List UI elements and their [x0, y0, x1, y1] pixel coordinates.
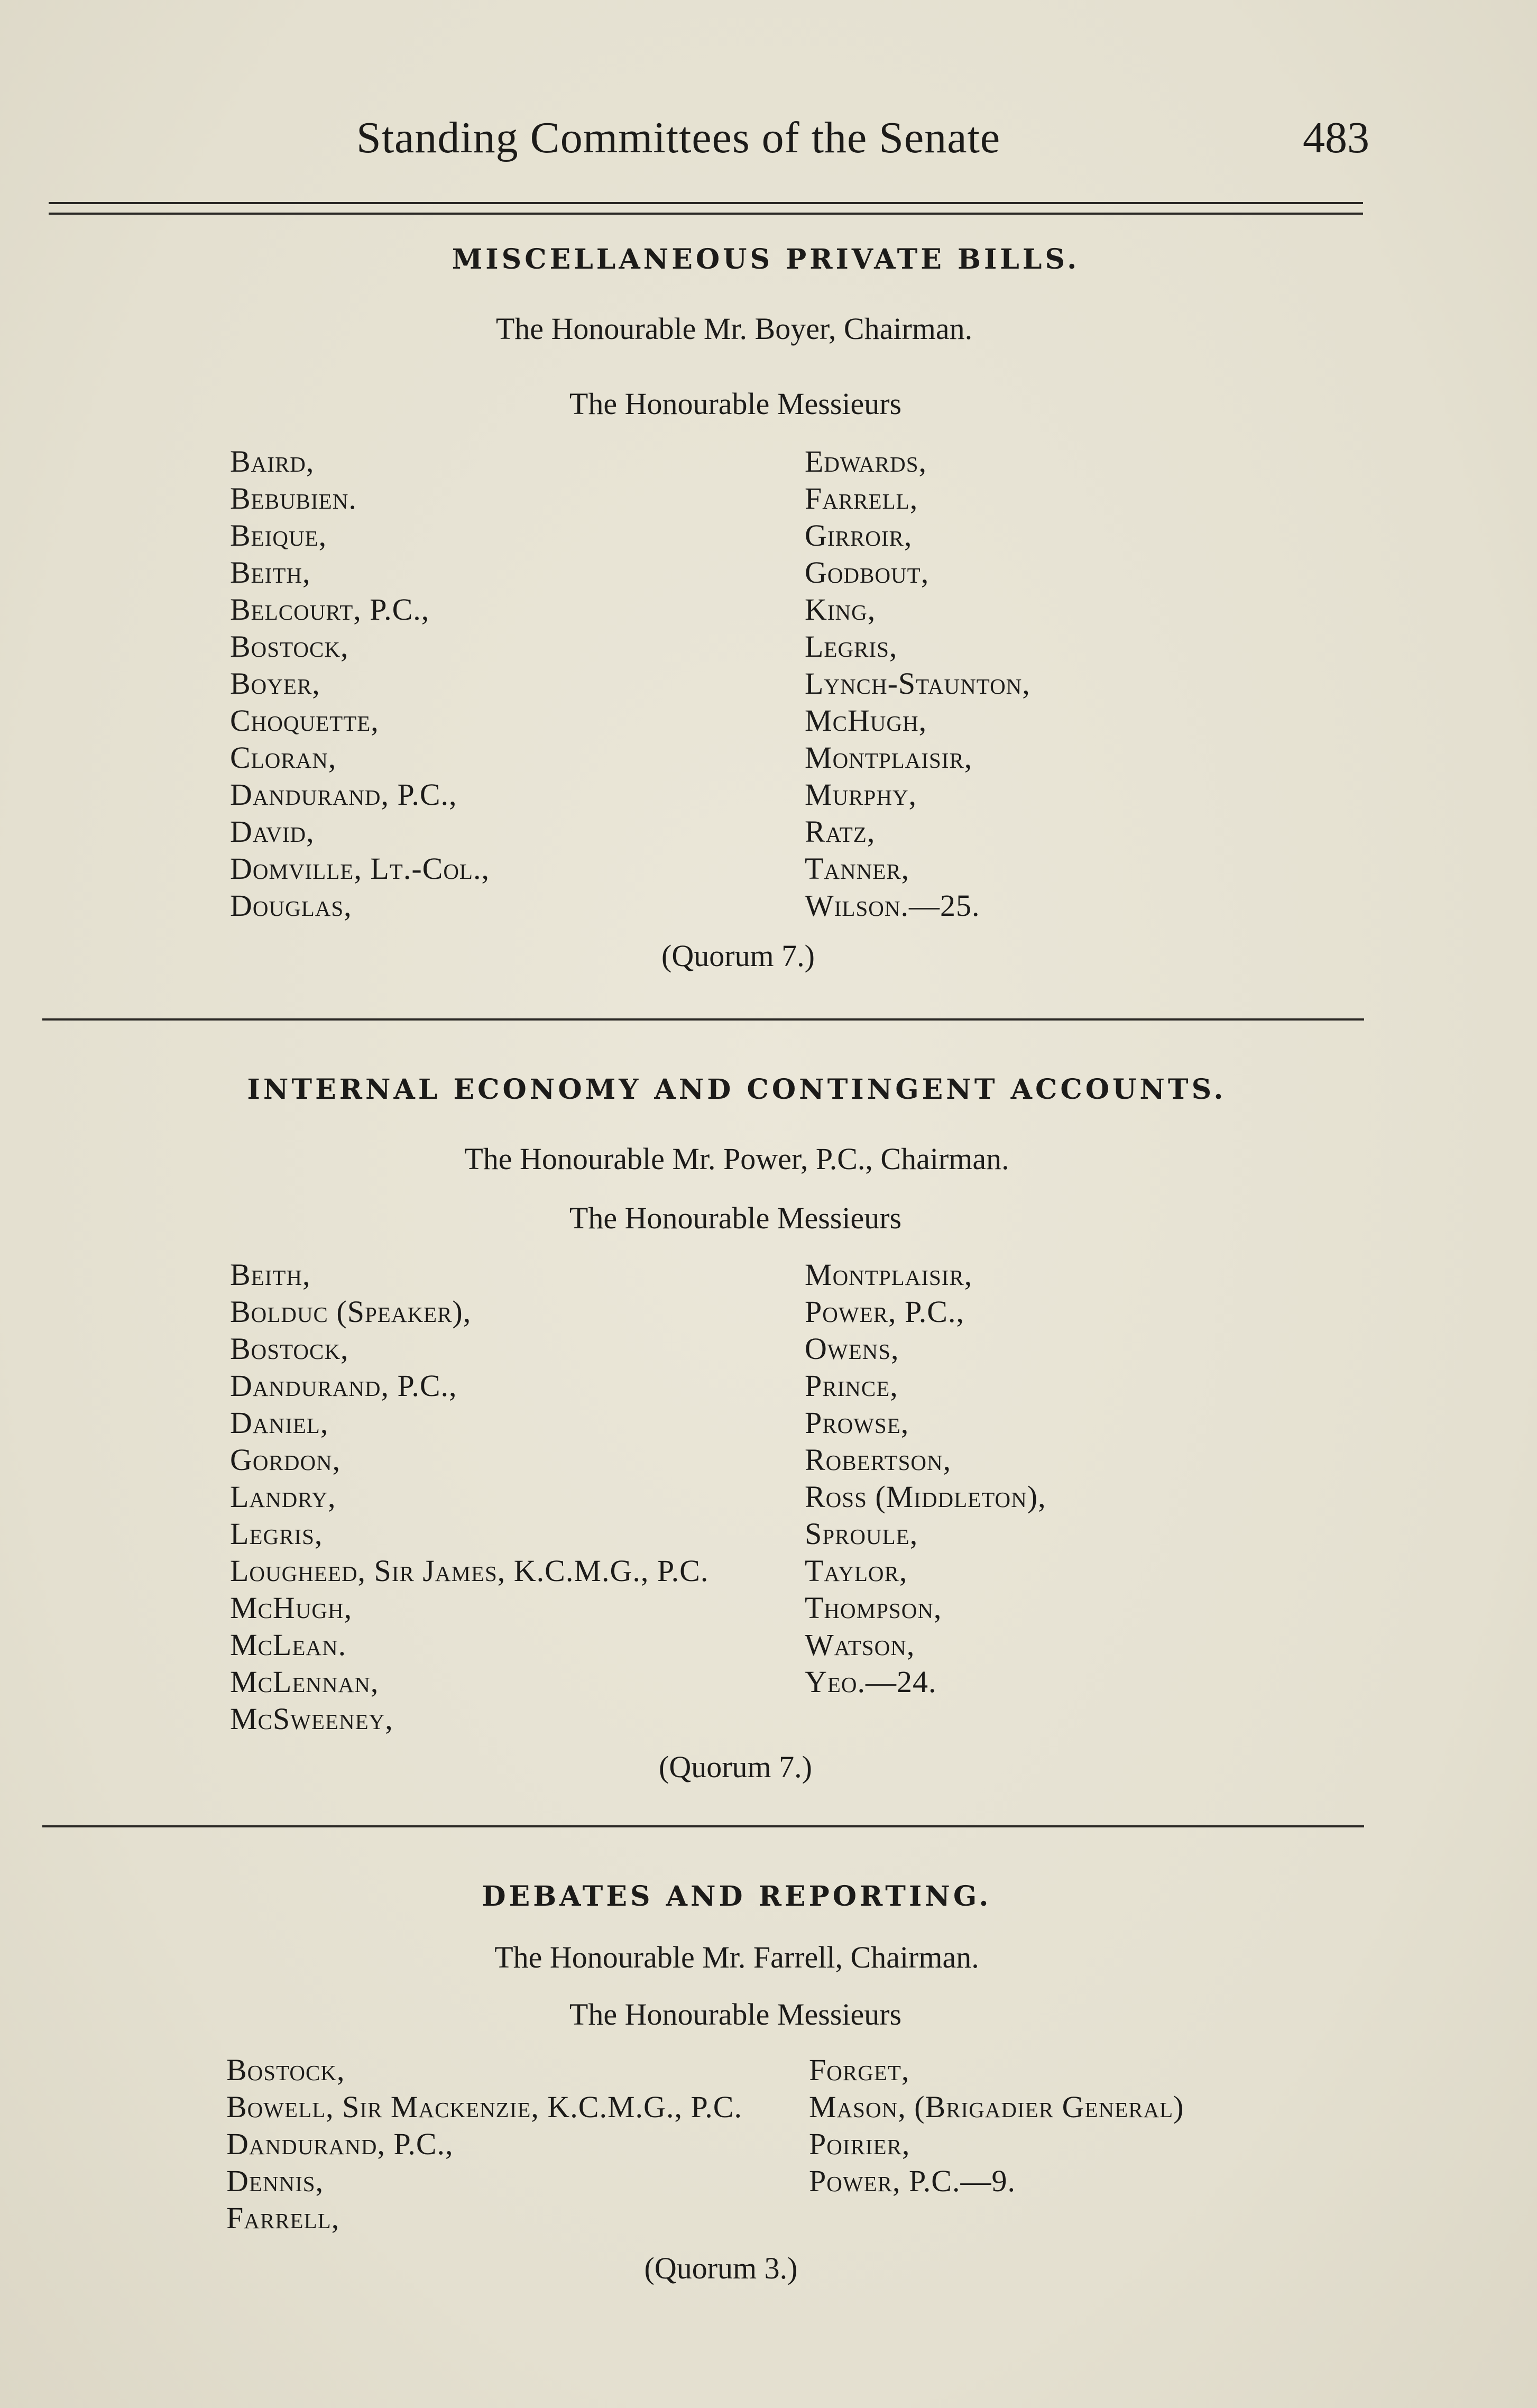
- member-name: Bowell, Sir Mackenzie, K.C.M.G., P.C.: [226, 2090, 742, 2124]
- member-name: Bolduc (Speaker),: [230, 1294, 472, 1329]
- chairman-line: The Honourable Mr. Boyer, Chairman.: [495, 311, 973, 346]
- member-name: Edwards,: [805, 444, 927, 479]
- section-heading: DEBATES AND REPORTING.: [482, 1880, 992, 1913]
- member-name: Girroir,: [805, 518, 913, 553]
- member-name: Landry,: [230, 1479, 336, 1514]
- section-heading: INTERNAL ECONOMY AND CONTINGENT ACCOUNTS.: [247, 1073, 1227, 1106]
- member-name: Ross (Middleton),: [805, 1479, 1046, 1514]
- member-name: Belcourt, P.C.,: [230, 592, 430, 627]
- members-left-column: [226, 2052, 742, 2237]
- member-name: Poirier,: [809, 2127, 910, 2161]
- page-title: Standing Committees of the Senate: [356, 113, 1001, 162]
- member-name: King,: [805, 592, 876, 627]
- member-name: Dandurand, P.C.,: [226, 2127, 454, 2161]
- member-name: Beique,: [230, 518, 327, 553]
- member-name: David,: [230, 814, 315, 849]
- member-name: Legris,: [805, 629, 898, 664]
- member-name: Power, P.C.—9.: [809, 2164, 1016, 2198]
- messieurs-line: The Honourable Messieurs: [569, 387, 902, 421]
- member-name: Yeo.—24.: [805, 1665, 937, 1699]
- member-name: McLennan,: [230, 1665, 379, 1699]
- quorum-note: (Quorum 3.): [644, 2251, 798, 2285]
- member-name: McLean.: [230, 1628, 347, 1662]
- messieurs-line: The Honourable Messieurs: [569, 1997, 902, 2032]
- member-name: Lougheed, Sir James, K.C.M.G., P.C.: [230, 1554, 709, 1588]
- member-name: Montplaisir,: [805, 740, 973, 775]
- members-left-column: [230, 1256, 708, 1738]
- member-name: Dandurand, P.C.,: [230, 777, 457, 812]
- member-name: Choquette,: [230, 703, 379, 738]
- member-name: McHugh,: [805, 703, 927, 738]
- member-name: Bostock,: [230, 629, 349, 664]
- member-name: Douglas,: [230, 888, 352, 923]
- member-name: Power, P.C.,: [805, 1294, 964, 1329]
- quorum-note: (Quorum 7.): [661, 939, 815, 973]
- member-name: McSweeney,: [230, 1702, 393, 1736]
- member-name: Bebubien.: [230, 481, 357, 516]
- member-name: Dandurand, P.C.,: [230, 1368, 457, 1403]
- member-name: Owens,: [805, 1331, 899, 1366]
- members-right-column: [809, 2052, 1184, 2200]
- member-name: Beith,: [230, 1257, 311, 1292]
- chairman-line: The Honourable Mr. Farrell, Chairman.: [494, 1940, 979, 1974]
- member-name: Cloran,: [230, 740, 337, 775]
- member-name: McHugh,: [230, 1591, 353, 1625]
- member-name: Farrell,: [226, 2201, 340, 2235]
- messieurs-line: The Honourable Messieurs: [569, 1201, 902, 1235]
- member-name: Taylor,: [805, 1554, 908, 1588]
- header-double-rule: [49, 202, 1363, 215]
- member-name: Beith,: [230, 555, 311, 590]
- member-name: Tanner,: [805, 851, 910, 886]
- member-name: Godbout,: [805, 555, 929, 590]
- member-name: Gordon,: [230, 1442, 341, 1477]
- member-name: Bostock,: [230, 1331, 349, 1366]
- quorum-note: (Quorum 7.): [659, 1750, 812, 1784]
- member-name: Dennis,: [226, 2164, 324, 2198]
- member-name: Montplaisir,: [805, 1257, 973, 1292]
- section-divider: [42, 1018, 1364, 1021]
- members-right-column: [805, 1256, 1046, 1701]
- member-name: Legris,: [230, 1517, 323, 1551]
- member-name: Ratz,: [805, 814, 876, 849]
- section-divider: [42, 1825, 1364, 1827]
- members-right-column: [805, 443, 1030, 924]
- member-name: Wilson.—25.: [805, 888, 980, 923]
- members-left-column: [230, 443, 490, 924]
- page-number: 483: [1303, 113, 1369, 162]
- member-name: Lynch-Staunton,: [805, 666, 1030, 701]
- member-name: Thompson,: [805, 1591, 942, 1625]
- member-name: Watson,: [805, 1628, 915, 1662]
- member-name: Forget,: [809, 2053, 910, 2087]
- member-name: Prowse,: [805, 1405, 909, 1440]
- member-name: Farrell,: [805, 481, 918, 516]
- section-heading: MISCELLANEOUS PRIVATE BILLS.: [452, 243, 1080, 275]
- member-name: Prince,: [805, 1368, 898, 1403]
- chairman-line: The Honourable Mr. Power, P.C., Chairman.: [464, 1142, 1009, 1176]
- member-name: Bostock,: [226, 2053, 345, 2087]
- running-head: [48, 112, 1369, 170]
- member-name: Murphy,: [805, 777, 917, 812]
- member-name: Domville, Lt.-Col.,: [230, 851, 490, 886]
- member-name: Boyer,: [230, 666, 320, 701]
- member-name: Robertson,: [805, 1442, 952, 1477]
- member-name: Sproule,: [805, 1517, 918, 1551]
- member-name: Daniel,: [230, 1405, 329, 1440]
- member-name: Baird,: [230, 444, 315, 479]
- member-name: Mason, (Brigadier General): [809, 2090, 1184, 2124]
